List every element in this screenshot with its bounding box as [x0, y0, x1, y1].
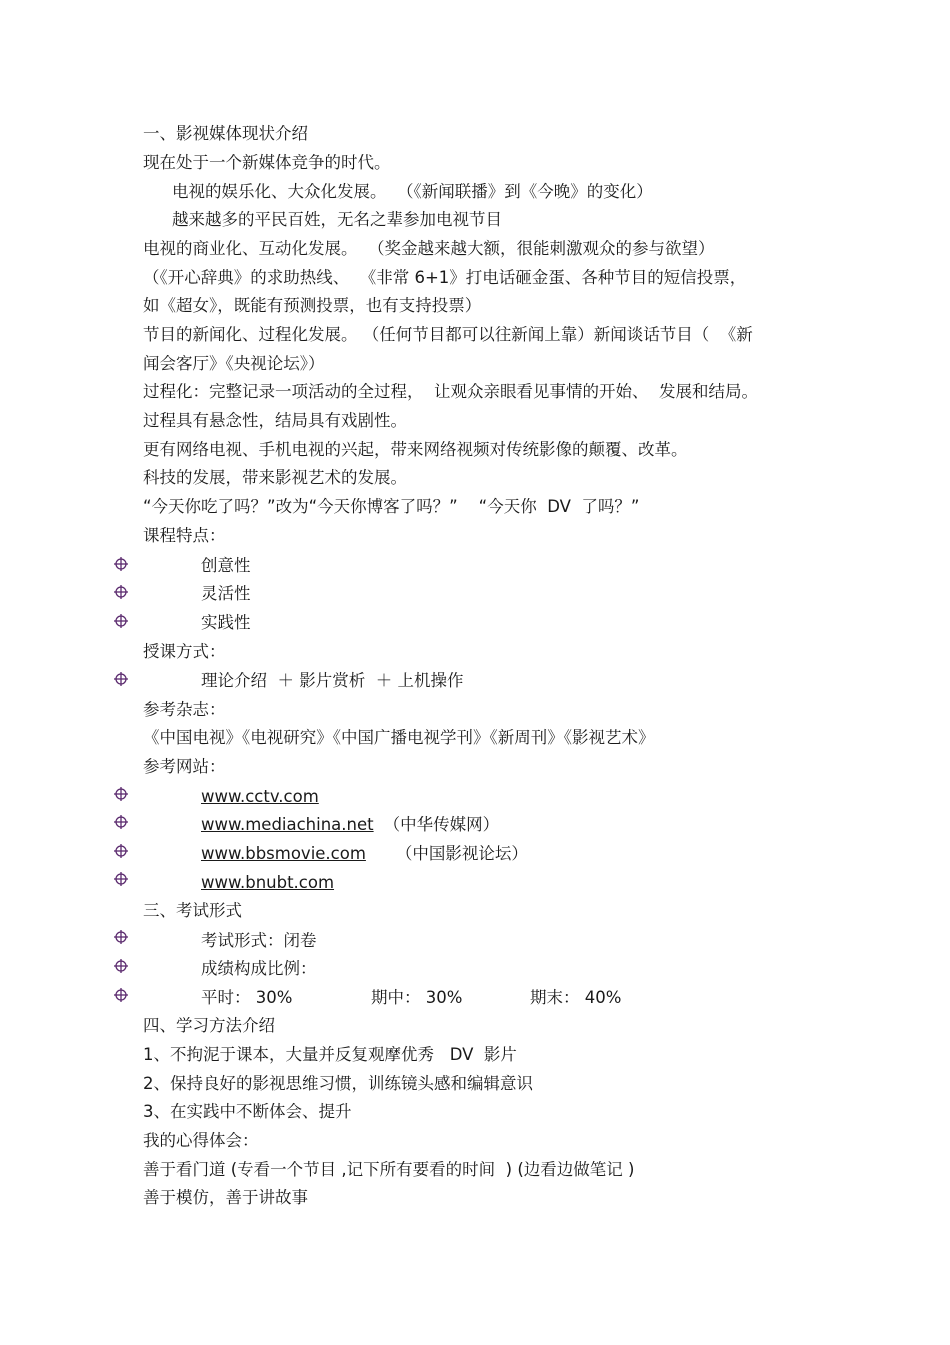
paragraph: 闻会客厅》《央视论坛》）	[143, 354, 325, 373]
grade-final: 期末： 40%	[530, 988, 622, 1007]
crosshair-circle-icon	[114, 557, 128, 571]
crosshair-circle-icon	[114, 585, 128, 599]
paragraph: 越来越多的平民百姓，无名之辈参加电视节目	[172, 210, 502, 229]
paragraph: 过程化：完整记录一项活动的全过程， 让观众亲眼看见事情的开始、 发展和结局。	[143, 382, 758, 401]
grade-midterm: 期中： 30%	[371, 988, 463, 1007]
heading-1: 一、影视媒体现状介绍	[143, 124, 308, 143]
link-mediachina[interactable]: www.mediachina.net	[201, 815, 374, 834]
paragraph: 3、在实践中不断体会、提升	[143, 1102, 352, 1121]
link-note: （中国影视论坛）	[395, 844, 528, 863]
crosshair-circle-icon	[114, 872, 128, 886]
heading-3: 三、考试形式	[143, 901, 242, 920]
section-label: 课程特点：	[143, 526, 226, 545]
crosshair-circle-icon	[114, 672, 128, 686]
crosshair-circle-icon	[114, 844, 128, 858]
paragraph: 现在处于一个新媒体竞争的时代。	[143, 153, 391, 172]
paragraph: 节目的新闻化、过程化发展。 （任何节目都可以往新闻上靠）新闻谈话节目（ 《新	[143, 325, 753, 344]
crosshair-circle-icon	[114, 787, 128, 801]
section-label: 参考网站：	[143, 757, 226, 776]
crosshair-circle-icon	[114, 614, 128, 628]
list-item: 创意性	[201, 556, 251, 575]
paragraph: 如《超女》，既能有预测投票，也有支持投票）	[143, 296, 482, 315]
paragraph: 1、不拘泥于课本，大量并反复观摩优秀 DV 影片	[143, 1045, 517, 1064]
crosshair-circle-icon	[114, 988, 128, 1002]
paragraph: 《中国电视》《电视研究》《中国广播电视学刊》《新周刊》《影视艺术》	[143, 728, 655, 747]
paragraph: 善于模仿，善于讲故事	[143, 1188, 308, 1207]
grade-usual: 平时： 30%	[201, 988, 293, 1007]
list-item: 实践性	[201, 613, 251, 632]
paragraph: 电视的商业化、互动化发展。 （奖金越来越大额，很能刺激观众的参与欲望）	[143, 239, 715, 258]
paragraph: 科技的发展，带来影视艺术的发展。	[143, 468, 407, 487]
paragraph: 善于看门道 (专看一个节目 ,记下所有要看的时间 ) (边看边做笔记 )	[143, 1160, 635, 1179]
link-bnubt[interactable]: www.bnubt.com	[201, 873, 335, 892]
list-item: 考试形式：闭卷	[201, 931, 317, 950]
paragraph: 我的心得体会：	[143, 1131, 259, 1150]
crosshair-circle-icon	[114, 930, 128, 944]
link-bbsmovie[interactable]: www.bbsmovie.com	[201, 844, 366, 863]
heading-4: 四、学习方法介绍	[143, 1016, 275, 1035]
link-cctv[interactable]: www.cctv.com	[201, 787, 319, 806]
paragraph: 过程具有悬念性，结局具有戏剧性。	[143, 411, 407, 430]
section-label: 参考杂志：	[143, 700, 226, 719]
link-note: （中华传媒网）	[383, 815, 500, 834]
crosshair-circle-icon	[114, 959, 128, 973]
crosshair-circle-icon	[114, 815, 128, 829]
paragraph: “今天你吃了吗？”改为“今天你博客了吗？” “今天你 DV 了吗？”	[143, 497, 640, 516]
list-item: 成绩构成比例：	[201, 959, 317, 978]
paragraph: 更有网络电视、手机电视的兴起，带来网络视频对传统影像的颠覆、改革。	[143, 440, 688, 459]
list-item: 灵活性	[201, 584, 251, 603]
paragraph: 2、保持良好的影视思维习惯，训练镜头感和编辑意识	[143, 1074, 533, 1093]
paragraph: （《开心辞典》的求助热线、 《非常 6+1》打电话砸金蛋、各种节目的短信投票，	[143, 268, 747, 287]
section-label: 授课方式：	[143, 642, 226, 661]
paragraph: 电视的娱乐化、大众化发展。 （《新闻联播》到《今晚》的变化）	[172, 182, 653, 201]
list-item: 理论介绍 ＋ 影片赏析 ＋ 上机操作	[201, 671, 464, 690]
